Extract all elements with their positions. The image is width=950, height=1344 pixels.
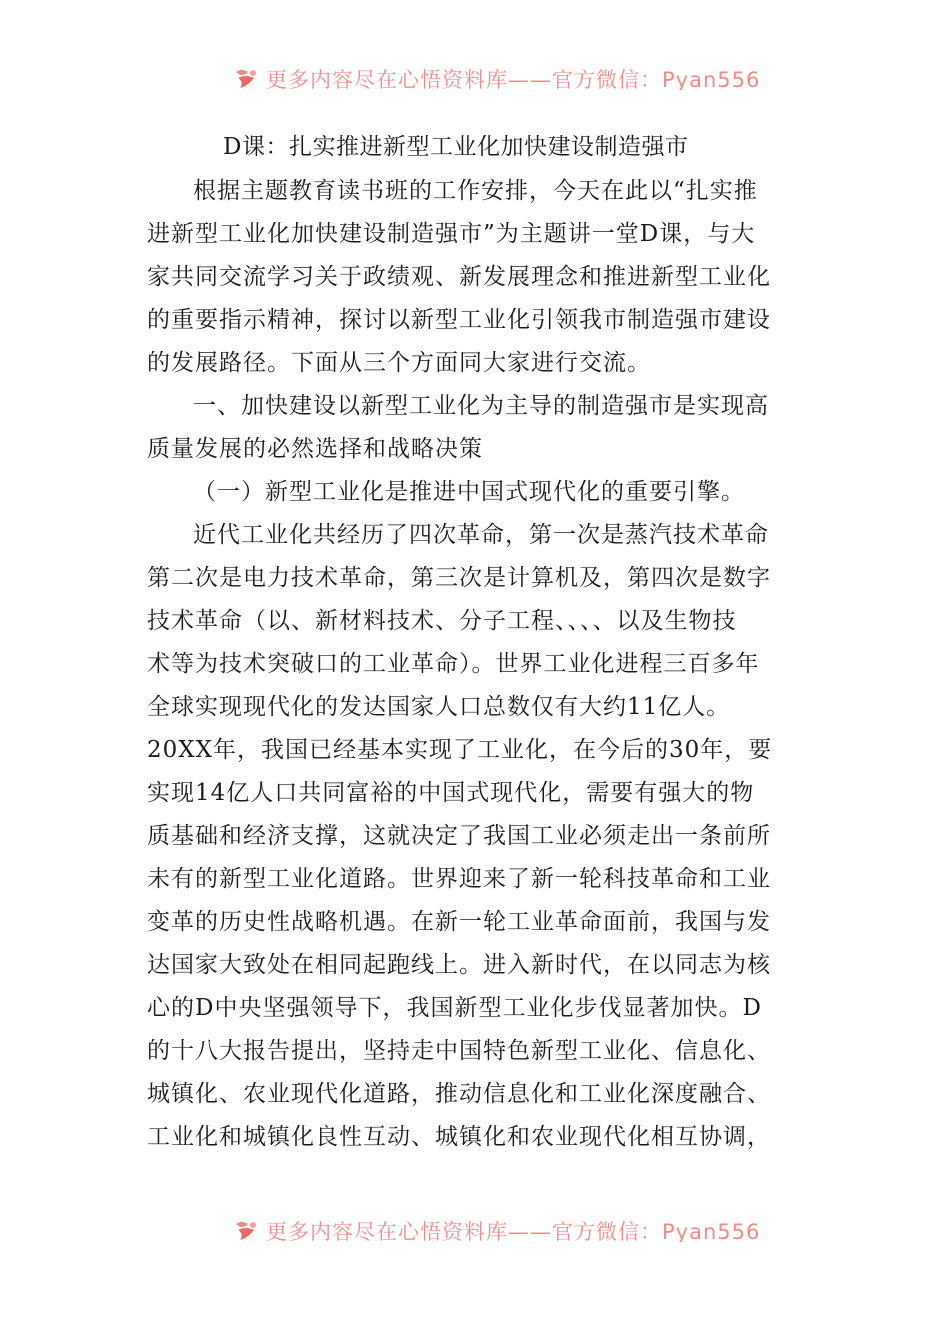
text-line: 家共同交流学习关于政绩观、新发展理念和推进新型工业化	[147, 264, 771, 290]
text-line: 未有的新型工业化道路。世界迎来了新一轮科技革命和工业	[147, 866, 771, 892]
text-line: 心的D中央坚强领导下，我国新型工业化步伐显著加快。D	[147, 995, 762, 1021]
text-line: 根据主题教育读书班的工作安排，今天在此以“扎实推	[193, 178, 758, 204]
watermark-logo-icon	[232, 1218, 260, 1242]
text-line: 一、加快建设以新型工业化为主导的制造强市是实现高	[193, 393, 769, 419]
text-line: 术等为技术突破口的工业革命）。世界工业化进程三百多年	[147, 651, 760, 677]
text-line: 工业化和城镇化良性互动、城镇化和农业现代化相互协调，	[147, 1124, 771, 1150]
text-line: 的十八大报告提出，坚持走中国特色新型工业化、信息化、	[147, 1038, 771, 1064]
text-line: 质基础和经济支撑，这就决定了我国工业必须走出一条前所	[147, 823, 771, 849]
text-line: 的重要指示精神，探讨以新型工业化引领我市制造强市建设	[147, 307, 771, 333]
text-line: 质量发展的必然选择和战略决策	[147, 436, 483, 462]
text-line: 的发展路径。下面从三个方面同大家进行交流。	[147, 350, 651, 376]
document-title: D课：扎实推进新型工业化加快建设制造强市	[223, 134, 689, 160]
text-line: 城镇化、农业现代化道路，推动信息化和工业化深度融合、	[147, 1081, 771, 1107]
text-line: 20XX年，我国已经基本实现了工业化，在今后的30年，要	[147, 737, 773, 763]
text-line: 全球实现现代化的发达国家人口总数仅有大约11亿人。	[147, 694, 731, 720]
text-line: 达国家大致处在相同起跑线上。进入新时代，在以同志为核	[147, 952, 771, 978]
text-line: 近代工业化共经历了四次革命，第一次是蒸汽技术革命	[193, 522, 769, 548]
subsection-heading-1	[147, 471, 807, 514]
watermark-logo-icon	[232, 66, 260, 90]
text-line: 变革的历史性战略机遇。在新一轮工业革命面前，我国与发	[147, 909, 771, 935]
text-line: 第二次是电力技术革命，第三次是计算机及，第四次是数字	[147, 565, 771, 591]
header-watermark-text: 更多内容尽在心悟资料库——官方微信：Pyan556	[266, 68, 761, 90]
footer-watermark	[0, 1208, 950, 1242]
text-line: 技术革命（以、新材料技术、分子工程、、、、以及生物技	[147, 608, 737, 634]
footer-watermark-text: 更多内容尽在心悟资料库——官方微信：Pyan556	[266, 1220, 761, 1242]
document-body	[147, 124, 807, 1159]
section-heading-1	[147, 385, 807, 471]
text-line: 进新型工业化加快建设制造强市”为主题讲一堂D课，与大	[147, 221, 756, 247]
header-watermark	[0, 56, 950, 90]
text-line: 实现14亿人口共同富裕的中国式现代化，需要有强大的物	[147, 780, 755, 806]
paragraph-intro	[147, 170, 807, 385]
text-line: （一）新型工业化是推进中国式现代化的重要引擎。	[193, 479, 745, 505]
paragraph-body	[147, 514, 807, 1159]
